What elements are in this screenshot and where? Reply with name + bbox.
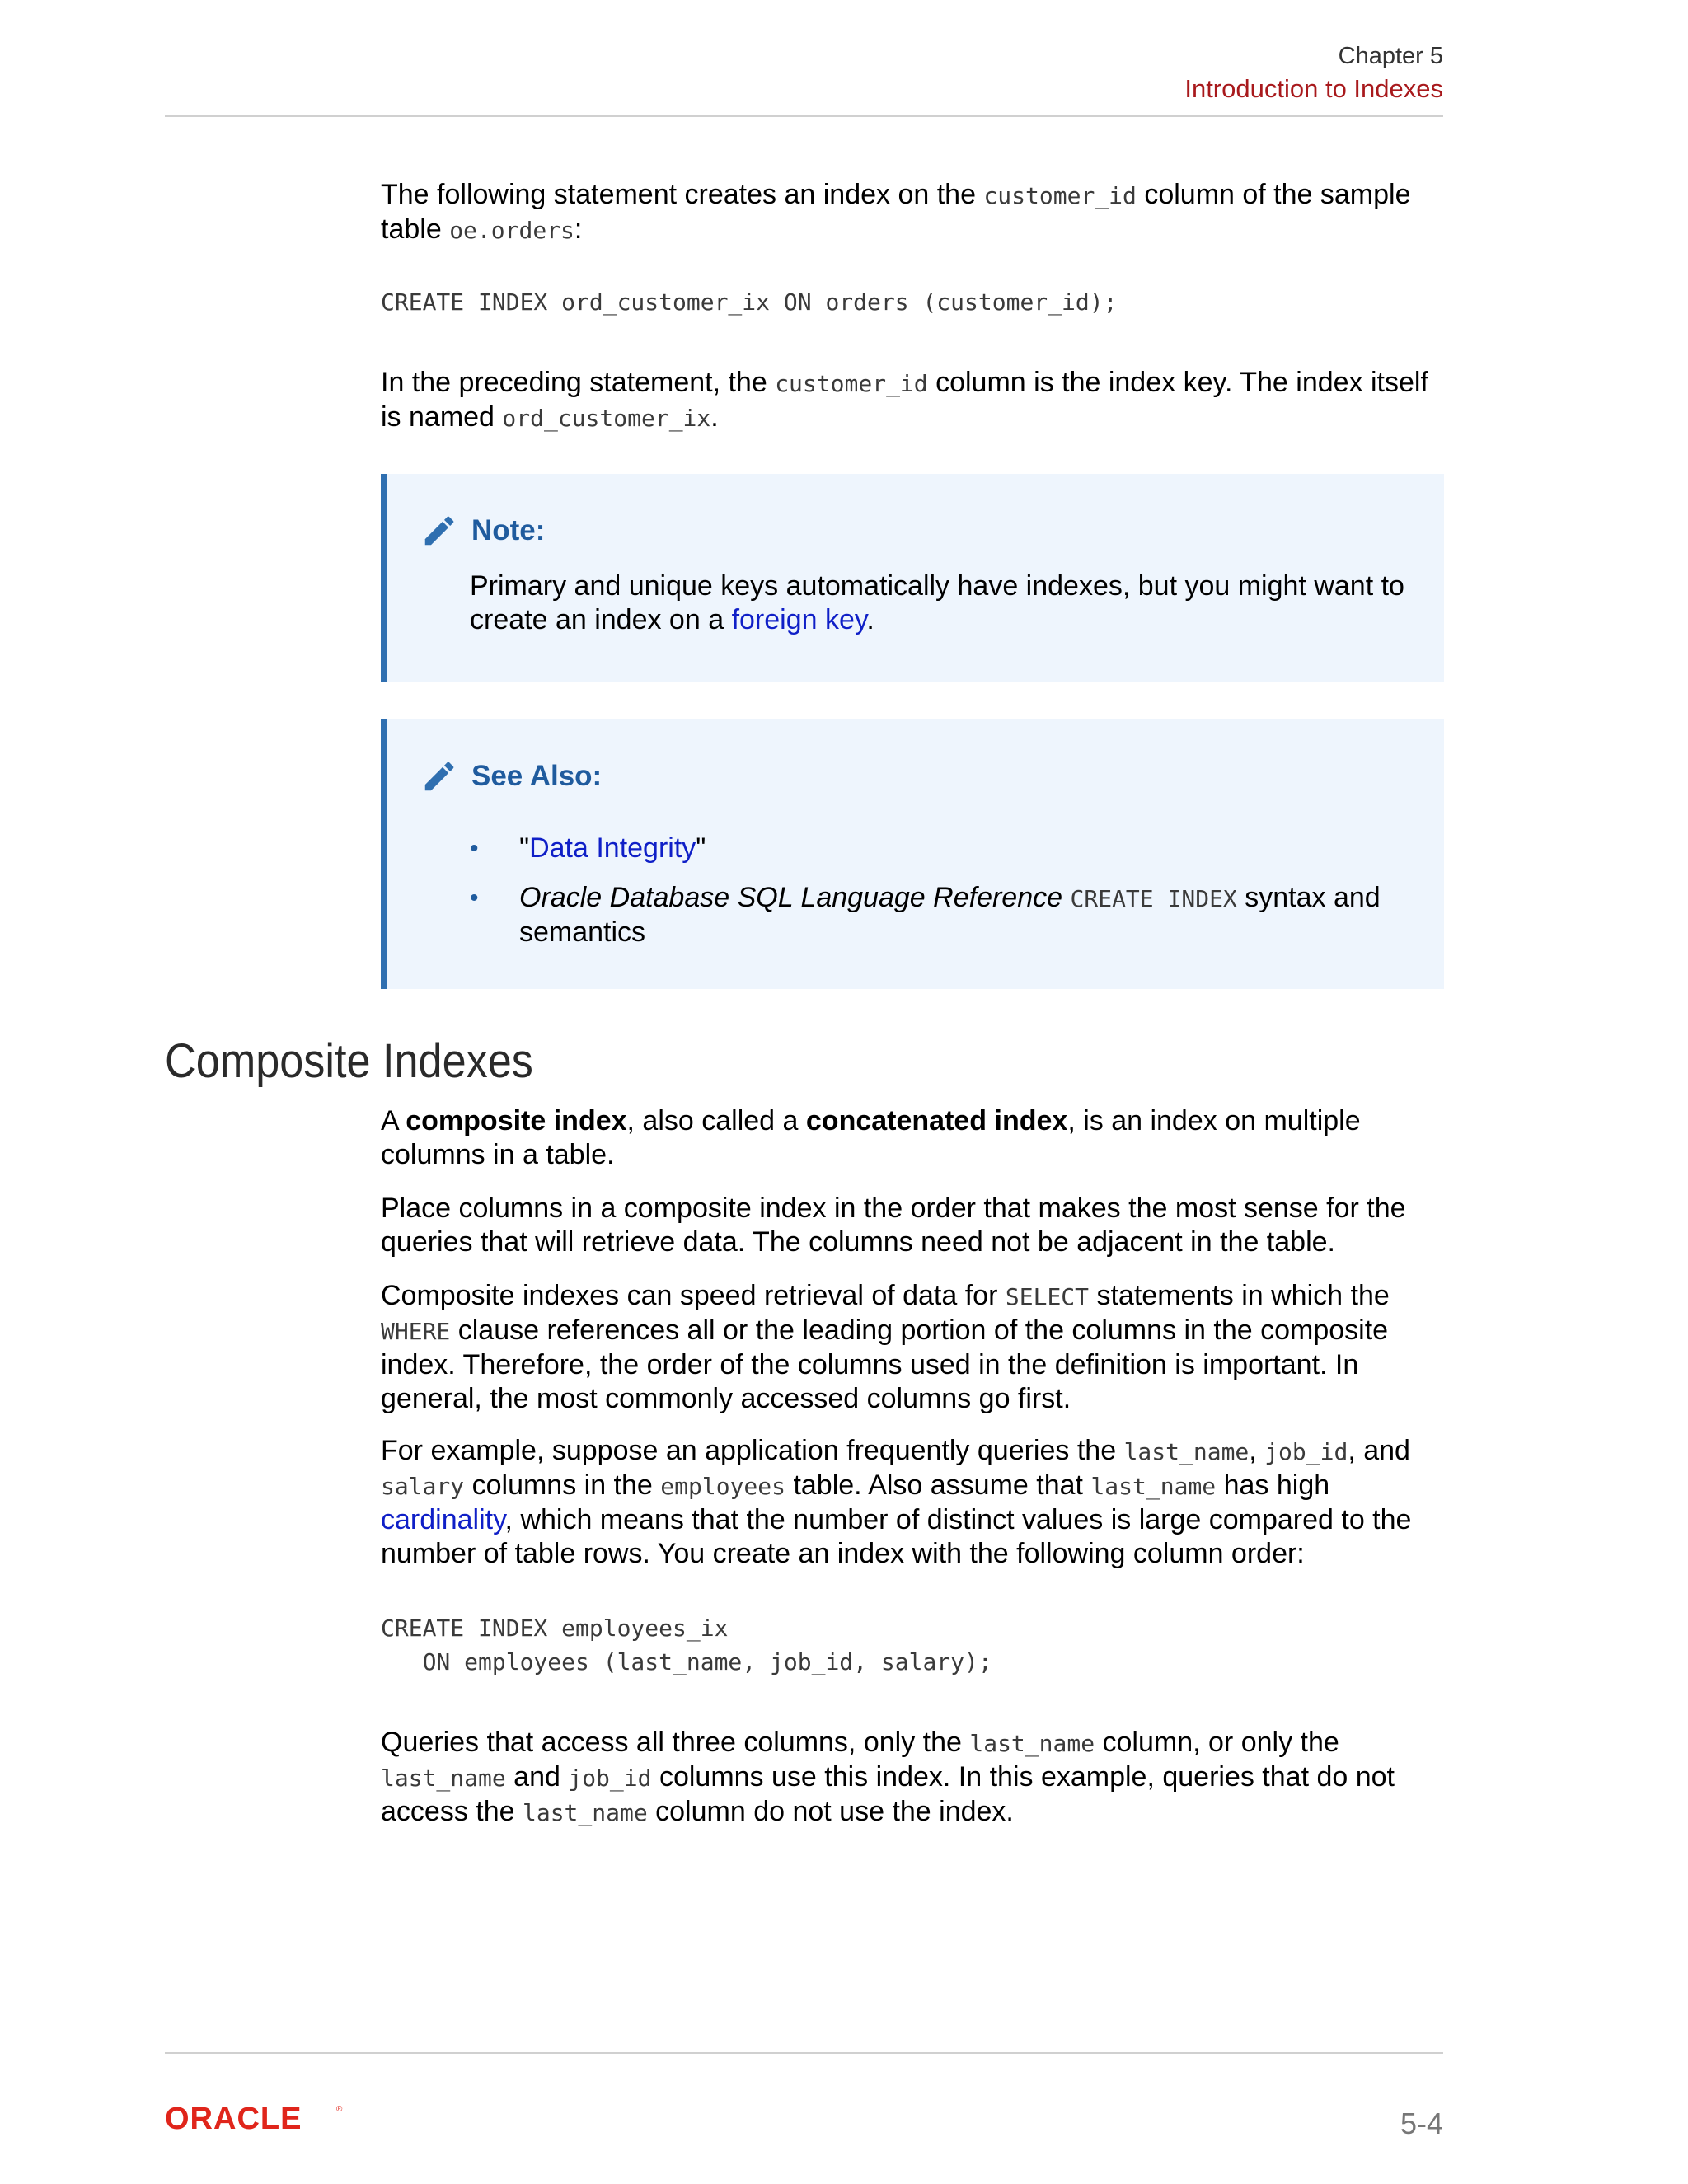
note-box <box>381 474 1444 682</box>
inline-code: ord_customer_ix <box>502 405 711 432</box>
bullet-icon: • <box>470 884 479 912</box>
term: concatenated index <box>805 1105 1068 1137</box>
see-also-box <box>381 719 1444 989</box>
inline-code: employees <box>660 1473 785 1500</box>
code-line: CREATE INDEX employees_ix <box>381 1615 729 1642</box>
text: Primary and unique keys automatically have indexes, but you might want to <box>470 570 1404 602</box>
oracle-logo-icon <box>165 2102 346 2135</box>
text: columns in a table. <box>381 1139 615 1170</box>
text: In the preceding statement, the <box>381 367 776 398</box>
chapter-label: Chapter 5 <box>1338 43 1443 69</box>
text: A <box>381 1105 406 1137</box>
text: index. Therefore, the order of the columns used in the definition is important. In <box>381 1349 1359 1380</box>
see-also-header <box>420 757 602 795</box>
cardinality-link[interactable]: cardinality <box>381 1504 505 1535</box>
text: : <box>574 213 583 245</box>
section-paragraph-5 <box>381 1726 1444 1830</box>
header-divider <box>165 115 1443 117</box>
text: column do not use the index. <box>647 1796 1014 1827</box>
section-paragraph-1 <box>381 1104 1444 1172</box>
inline-code: SELECT <box>1005 1283 1090 1310</box>
text: . <box>866 604 874 635</box>
text: and <box>505 1761 569 1793</box>
inline-code: customer_id <box>775 370 928 397</box>
text: general, the most commonly accessed columns go first. <box>381 1383 1071 1414</box>
text: , is an index on multiple <box>1067 1105 1361 1137</box>
text: Queries that access all three columns, only the <box>381 1727 970 1758</box>
text: statements in which the <box>1089 1280 1390 1311</box>
term: composite index <box>406 1105 627 1137</box>
section-paragraph-2 <box>381 1192 1444 1259</box>
pencil-icon <box>420 757 458 795</box>
text: has high <box>1216 1469 1330 1501</box>
inline-code: CREATE INDEX <box>1070 885 1237 912</box>
inline-code: last_name <box>522 1799 648 1826</box>
text: is named <box>381 401 503 433</box>
section-paragraph-3 <box>381 1279 1444 1416</box>
reference-title: Oracle Database SQL Language Reference <box>519 882 1063 913</box>
text: , and <box>1348 1435 1410 1466</box>
code-line: ON employees (last_name, job_id, salary); <box>381 1648 992 1675</box>
chapter-title: Introduction to Indexes <box>1184 74 1443 103</box>
oracle-logo <box>165 2102 346 2139</box>
text: For example, suppose an application frequently queries the <box>381 1435 1124 1466</box>
text: , <box>1249 1435 1265 1466</box>
text: column, or only the <box>1095 1727 1339 1758</box>
text: columns in the <box>464 1469 661 1501</box>
section-heading: Composite Indexes <box>165 1034 533 1088</box>
text: " <box>519 832 530 864</box>
inline-code: last_name <box>381 1765 506 1792</box>
text: clause references all or the leading portion of the columns in the composite <box>450 1315 1389 1346</box>
note-body <box>470 569 1411 637</box>
intro-paragraph-1 <box>381 178 1444 247</box>
text: table. Also assume that <box>785 1469 1091 1501</box>
intro-paragraph-2 <box>381 366 1444 435</box>
inline-code: job_id <box>1264 1438 1348 1465</box>
see-also-title: See Also: <box>471 760 603 792</box>
text: semantics <box>519 916 646 948</box>
text: column is the index key. The index itself <box>927 367 1428 398</box>
logo-text: ORACLE <box>165 2102 302 2135</box>
bullet-icon: • <box>470 835 479 862</box>
inline-code: WHERE <box>381 1318 451 1345</box>
svg-text:®: ® <box>336 2105 343 2114</box>
inline-code: salary <box>381 1473 465 1500</box>
foreign-key-link[interactable]: foreign key <box>731 604 867 635</box>
inline-code: last_name <box>1123 1438 1250 1465</box>
text: number of table rows. You create an index with the following column order: <box>381 1538 1305 1569</box>
pencil-icon <box>420 512 458 550</box>
inline-code: oe.orders <box>449 217 574 244</box>
see-also-list <box>470 832 1411 949</box>
data-integrity-link[interactable]: Data Integrity <box>529 832 696 864</box>
inline-code: customer_id <box>983 182 1137 209</box>
section-paragraph-4 <box>381 1434 1444 1571</box>
text: , also called a <box>626 1105 806 1137</box>
text: columns use this index. In this example, queries that do not <box>651 1761 1395 1793</box>
code-line: CREATE INDEX ord_customer_ix ON orders (customer_id); <box>381 288 1118 316</box>
text: queries that will retrieve data. The columns need not be adjacent in the table. <box>381 1226 1335 1258</box>
text: " <box>696 832 706 864</box>
text: . <box>710 401 719 433</box>
inline-code: last_name <box>969 1730 1095 1757</box>
text: access the <box>381 1796 523 1827</box>
text: Place columns in a composite index in the order that makes the most sense for the <box>381 1193 1406 1224</box>
code-block-1 <box>381 285 1444 319</box>
text: create an index on a <box>470 604 732 635</box>
page-number: 5-4 <box>1400 2107 1443 2140</box>
text: column of the sample <box>1136 179 1411 210</box>
text: Composite indexes can speed retrieval of data for <box>381 1280 1006 1311</box>
code-block-2 <box>381 1611 1444 1679</box>
text: , which means that the number of distinct values is large compared to the <box>504 1504 1412 1535</box>
text: table <box>381 213 450 245</box>
list-item <box>470 881 1411 949</box>
inline-code: job_id <box>568 1765 652 1792</box>
text: The following statement creates an index on the <box>381 179 984 210</box>
footer-divider <box>165 2052 1443 2054</box>
list-item <box>470 832 1411 865</box>
note-header <box>420 512 545 550</box>
inline-code: last_name <box>1090 1473 1217 1500</box>
note-title: Note: <box>471 514 546 546</box>
text: syntax and <box>1236 882 1381 913</box>
